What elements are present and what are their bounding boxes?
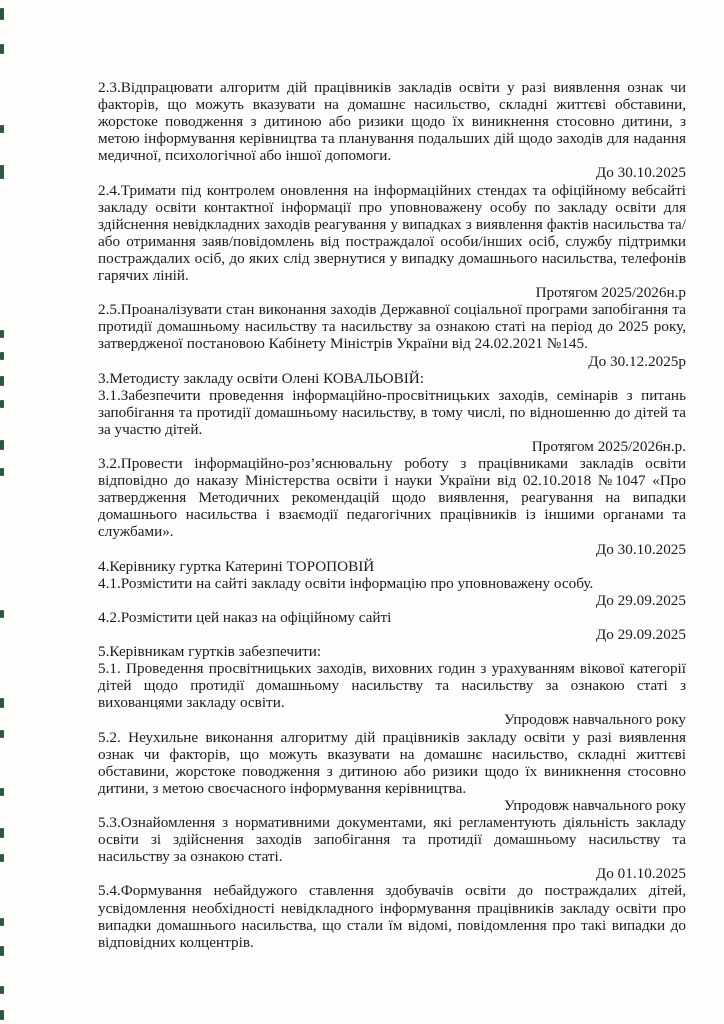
scan-edge-mark (0, 8, 4, 20)
deadline-3-2: До 30.10.2025 (595, 540, 686, 558)
scan-edge-mark (0, 125, 4, 133)
scan-edge-mark (0, 730, 4, 738)
scan-edge-mark (0, 165, 4, 179)
scan-edge-mark (0, 946, 4, 956)
order-paragraph-5-4: 5.4.Формування небайдужого ставлення здобувачів освіти до постраждалих дітей, усвідомлення необхідності невідкладного інформування працівників закладу освіти про випадки домашнього насильства, що стали їм відомі, повідомлення про такі випадки до відповідних колцентрів. (98, 882, 686, 951)
scan-edge-mark (0, 330, 4, 338)
scan-edge-mark (0, 854, 4, 862)
scan-edge-mark (0, 400, 4, 408)
document-content (98, 79, 686, 951)
order-paragraph-5-1: 5.1. Проведення просвітницьких заходів, виховних годин з урахуванням вікової категорії дітей щодо протидії домашньому насильству та насильству за ознакою статі з вихованцями закладу освіти. (98, 660, 686, 712)
order-heading-4: 4.Керівнику гуртка Катерині ТОРОПОВІЙ (98, 557, 375, 575)
deadline-2-3: До 30.10.2025 (595, 164, 686, 182)
order-paragraph-4-1: 4.1.Розмістити на сайті закладу освіти інформацію про уповноважену особу. (98, 574, 594, 592)
deadline-4-2: До 29.09.2025 (595, 626, 686, 643)
order-paragraph-5-2: 5.2. Неухильне виконання алгоритму дій працівників закладу освіти у разі виявлення ознак чи факторів, що можуть вказувати на домашнє насильство, складні життєві обставини, жорстоке поводження з дитиною або ризики щодо їх виникнення стосовно дитини, з метою своєчасного інформування керівництва. (98, 728, 686, 797)
order-heading-5: 5.Керівникам гуртків забезпечити: (98, 643, 322, 661)
deadline-4-1: До 29.09.2025 (595, 591, 686, 609)
scan-edge-mark (0, 44, 4, 54)
order-paragraph-2-5: 2.5.Проаналізувати стан виконання заходів Державної соціальної програми запобігання та протидії домашньому насильству та насильству за ознакою статі на період до 2025 року, затвердженої постановою Кабінету Міністрів України від 24.02.2021 №145. (98, 301, 686, 353)
scan-edge-mark (0, 788, 4, 796)
order-paragraph-2-3: 2.3.Відпрацювати алгоритм дій працівників закладів освіти у разі виявлення ознак чи факторів, що можуть вказувати на домашнє насильство, складні життєві обставини, жорстоке поводження з дитиною або ризики щодо їх виникнення стосовно дитини, з метою інформування керівництва та планування подальших дій щодо заходів для надання медичної, психологічної або іншої допомоги. (98, 79, 686, 165)
deadline-5-2: Упродовж навчального року (503, 796, 686, 814)
order-paragraph-5-3: 5.3.Ознайомлення з нормативними документами, які регламентують діяльність закладу освіти зі здійснення заходів запобігання та протидії домашньому насильству та насильству за ознакою статі. (98, 814, 686, 866)
order-paragraph-3-1: 3.1.Забезпечити проведення інформаційно-просвітницьких заходів, семінарів з питань запобігання та протидії домашньому насильству, в тому числі, по відношенню до дітей та за участю дітей. (98, 386, 686, 438)
deadline-2-5: До 30.12.2025р (588, 352, 686, 370)
scan-edge-mark (0, 376, 4, 386)
scan-edge-mark (0, 610, 4, 618)
scan-edge-mark (0, 468, 4, 476)
scan-edge-mark (0, 986, 4, 994)
order-paragraph-3-2: 3.2.Провести інформаційно-роз’яснювальну роботу з працівниками закладів освіти відповідно до наказу Міністерства освіти і науки України від 02.10.2018 №1047 «Про затвердження Методичних рекомендацій щодо виявлення, реагування на випадки домашнього насильства і взаємодії педагогічних працівників із іншими органами та службами». (98, 455, 686, 541)
scan-edge-mark (0, 440, 4, 450)
order-paragraph-4-2: 4.2.Розмістити цей наказ на офіційному сайті (98, 608, 392, 626)
scan-edge-mark (0, 1010, 4, 1020)
order-heading-3: 3.Методисту закладу освіти Олені КОВАЛЬОВІЙ: (98, 369, 424, 387)
deadline-5-1: Упродовж навчального року (503, 711, 686, 729)
deadline-2-4: Протягом 2025/2026н.р (535, 284, 686, 302)
deadline-5-3: До 01.10.2025 (595, 865, 686, 883)
scan-edge-mark (0, 698, 4, 708)
order-paragraph-2-4: 2.4.Тримати під контролем оновлення на інформаційних стендах та офіційному вебсайті закладу освіти контактної інформації про уповноважену особу по закладу освіти для здійснення невідкладних заходів реагування у випадках з виявлення фактів насильства та/або отримання заяв/повідомлень від постраждалої особи/інших осіб, службу підтримки постраждалих осіб, до яких слід звернутися у випадку домашнього насильства, телефонів гарячих ліній. (98, 181, 686, 285)
deadline-3-1: Протягом 2025/2026н.р. (531, 437, 686, 455)
scan-edge-mark (0, 828, 4, 838)
scan-edge-mark (0, 352, 4, 360)
scan-edge-mark (0, 918, 4, 926)
